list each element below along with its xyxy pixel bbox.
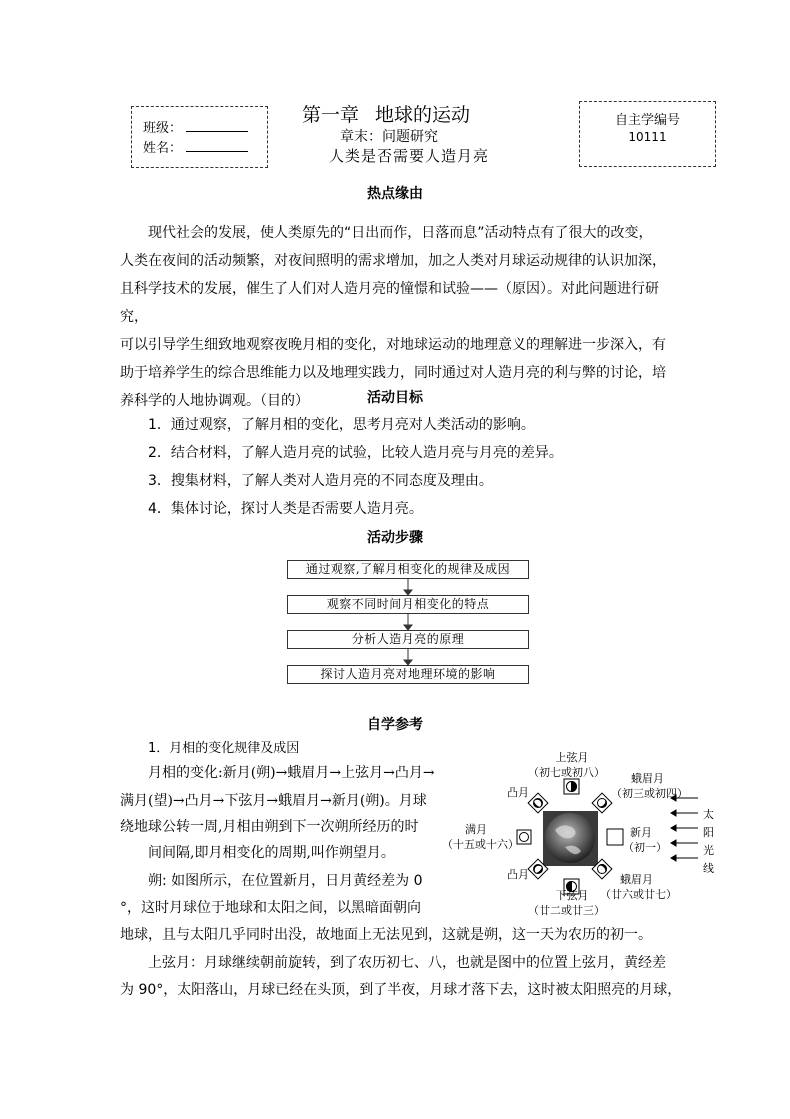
ref-line: 绕地球公转一周,月相由朔到下一次朔所经历的时 — [120, 819, 419, 835]
label-waning-crescent-date: （廿六或廿七） — [600, 888, 677, 901]
chapter-end-title: 章末：问题研究 — [340, 129, 438, 145]
para-line: 养科学的人地协调观。（目的） — [120, 393, 309, 409]
chapter-title: 第一章 地球的运动 — [302, 104, 471, 126]
goal-item: 4．集体讨论，探讨人类是否需要人造月亮。 — [148, 501, 423, 517]
ref-line: 地球，且与太阳几乎同时出没，故地面上无法见到，这就是朔，这一天为农历的初一。 — [120, 927, 652, 943]
sunlight-arrows — [671, 795, 698, 861]
para-line: 助于培养学生的综合思维能力以及地理实践力，同时通过对人造月亮的利与弊的讨论，培 — [120, 365, 666, 381]
para-line: 现代社会的发展，使人类原先的“日出而作，日落而息”活动特点有了很大的改变， — [148, 225, 653, 241]
moon-waxing-crescent-icon — [592, 793, 612, 813]
label-new-moon: 新月 — [630, 826, 652, 839]
label-waxing-crescent-date: （初三或初四） — [611, 787, 688, 800]
self-study-label: 自主学编号 — [614, 113, 680, 128]
ref-line: 为 90°，太阳落山，月球已经在头顶，到了半夜，月球才落下去，这时被太阳照亮的月球， — [120, 982, 682, 998]
moon-full-icon — [517, 830, 531, 844]
ref-line: 月相的变化:新月(朔)→蛾眉月→上弦月→凸月→ — [148, 765, 435, 781]
moon-phase-diagram — [430, 745, 730, 925]
label-gibbous-top: 凸月 — [507, 786, 529, 799]
topic-title: 人类是否需要人造月亮 — [329, 147, 490, 165]
ref-line: 朔: 如图所示，在位置新月，日月黄经差为 0 — [148, 873, 423, 889]
moon-first-quarter-icon — [564, 779, 579, 794]
flow-step-3: 分析人造月亮的原理 — [287, 630, 529, 649]
section-heading-hotspot: 热点缘由 — [367, 186, 423, 202]
label-first-quarter: 上弦月 — [555, 751, 589, 764]
ref-line: 间间隔,即月相变化的周期,叫作朔望月。 — [148, 845, 395, 861]
para-line: 人类在夜间的活动频繁，对夜间照明的需求增加，加之人类对月球运动规律的认识加深， — [120, 253, 666, 269]
label-new-moon-date: （初一） — [623, 841, 667, 854]
flow-step-2: 观察不同时间月相变化的特点 — [287, 595, 529, 614]
section-heading-goals: 活动目标 — [367, 390, 423, 406]
goal-item: 1．通过观察，了解月相的变化，思考月亮对人类活动的影响。 — [148, 417, 535, 433]
earth-icon — [543, 811, 598, 866]
label-sunlight-2: 阳 — [703, 826, 714, 839]
ref-line: °，这时月球位于地球和太阳之间，以黑暗面朝向 — [120, 900, 421, 916]
moon-new-icon — [607, 829, 623, 845]
label-waxing-crescent: 蛾眉月 — [631, 772, 664, 785]
para-line: 且科学技术的发展，催生了人们对人造月亮的憧憬和试验——（原因）。对此问题进行研究， — [120, 281, 659, 325]
label-sunlight-3: 光 — [703, 844, 714, 857]
ref-line: 满月(望)→凸月→下弦月→蛾眉月→新月(朔)。月球 — [120, 793, 427, 809]
class-label: 班级： — [143, 121, 183, 136]
label-sunlight-1: 太 — [703, 808, 714, 821]
para-line: 可以引导学生细致地观察夜晚月相的变化，对地球运动的地理意义的理解进一步深入，有 — [120, 337, 666, 353]
goal-item: 2．结合材料，了解人造月亮的试验，比较人造月亮与月亮的差异。 — [148, 445, 563, 461]
label-sunlight-4: 线 — [703, 862, 714, 875]
flow-step-4: 探讨人造月亮对地理环境的影响 — [287, 665, 529, 684]
flow-step-1: 通过观察,了解月相变化的规律及成因 — [287, 560, 529, 579]
section-heading-reference: 自学参考 — [367, 717, 423, 733]
section-heading-steps: 活动步骤 — [367, 530, 423, 546]
goal-item: 3．搜集材料，了解人类对人造月亮的不同态度及理由。 — [148, 473, 493, 489]
label-last-quarter-date: （廿二或廿三） — [528, 904, 605, 917]
name-label: 姓名： — [143, 141, 183, 156]
label-first-quarter-date: （初七或初八） — [528, 766, 605, 779]
self-study-number: 10111 — [628, 130, 667, 144]
moon-gibbous-top-icon — [528, 793, 548, 813]
label-waning-crescent: 蛾眉月 — [620, 873, 653, 886]
ref-line: 上弦月：月球继续朝前旋转，到了农历初七、八，也就是图中的位置上弦月，黄经差 — [148, 955, 666, 971]
sub-heading-moon-phase: 1．月相的变化规律及成因 — [148, 741, 300, 756]
label-full-moon-date: （十五或十六） — [442, 838, 519, 851]
label-last-quarter: 下弦月 — [555, 889, 589, 902]
label-full-moon: 满月 — [465, 823, 487, 836]
label-gibbous-bottom: 凸月 — [507, 868, 529, 881]
